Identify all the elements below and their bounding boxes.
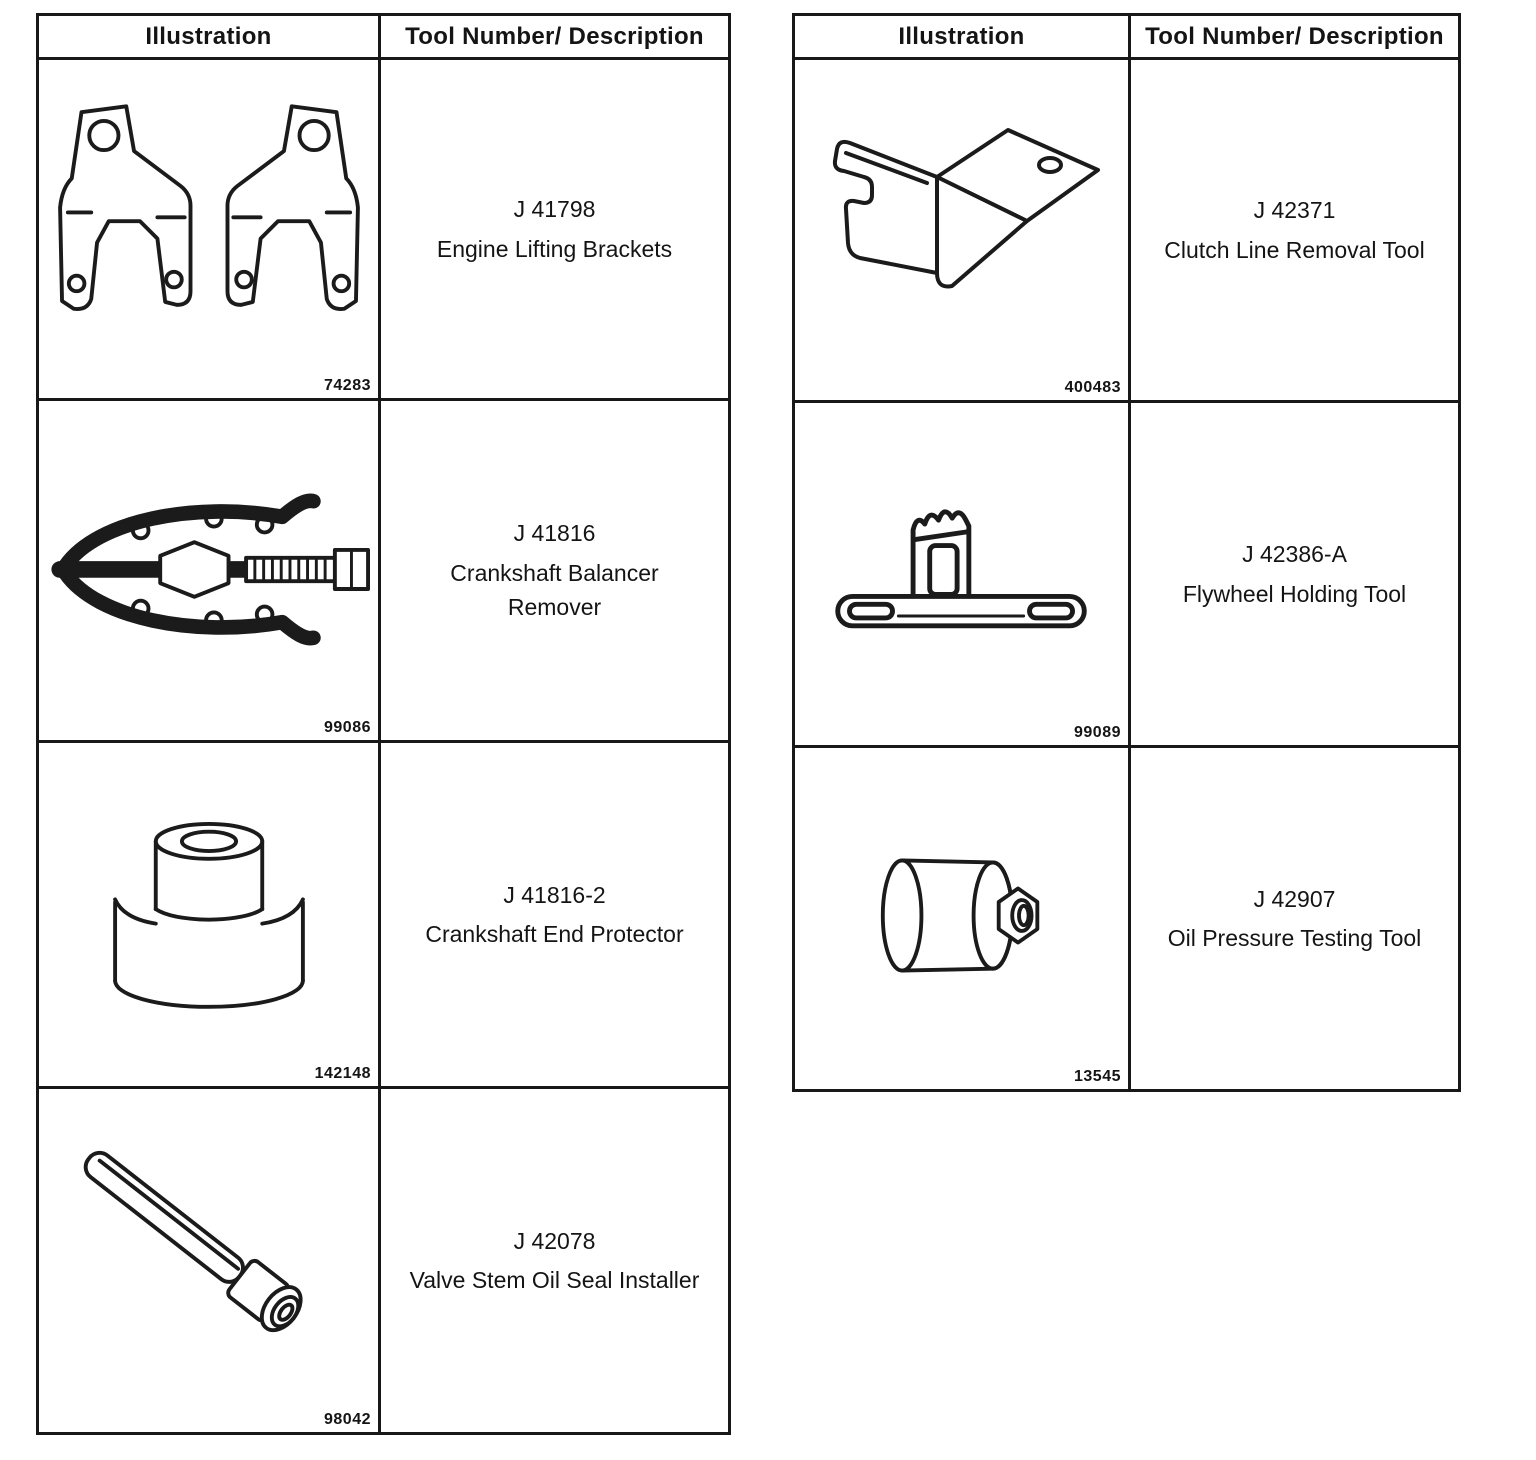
tool-number: J 42371 xyxy=(1253,197,1336,223)
tool-number: J 42907 xyxy=(1253,885,1336,912)
tool-description: Engine Lifting Brackets xyxy=(436,235,673,262)
oil-pressure-testing-tool-illustration xyxy=(846,817,1078,1015)
tool-description: Clutch Line Removal Tool xyxy=(1164,236,1425,263)
illustration-cell xyxy=(38,400,380,742)
table-row xyxy=(794,402,1460,747)
tool-description: Crankshaft End Protector xyxy=(425,921,684,947)
figure-number: 98042 xyxy=(324,1411,371,1428)
tool-cell xyxy=(380,1088,730,1434)
figure-number: 99086 xyxy=(324,719,371,736)
table-row xyxy=(38,742,730,1088)
illustration-cell xyxy=(38,59,380,400)
tool-cell xyxy=(380,742,730,1088)
illustration-cell xyxy=(794,402,1130,747)
engine-lifting-brackets-illustration xyxy=(48,81,370,373)
column-header-tool-number-description: Tool Number/ Description xyxy=(1130,15,1460,59)
header-row xyxy=(794,15,1460,59)
illustration-cell xyxy=(794,59,1130,402)
tool-number: J 42078 xyxy=(513,1227,596,1254)
table-row xyxy=(38,1088,730,1434)
tool-cell xyxy=(1130,59,1460,402)
crankshaft-end-protector-illustration xyxy=(83,791,335,1033)
table-row xyxy=(38,59,730,400)
tool-cell xyxy=(380,59,730,400)
illustration-cell xyxy=(38,742,380,1088)
tool-cell xyxy=(1130,402,1460,747)
figure-number: 74283 xyxy=(324,377,371,394)
tool-number: J 41816 xyxy=(513,520,596,547)
clutch-line-removal-tool-illustration xyxy=(812,113,1112,343)
figure-number: 13545 xyxy=(1074,1068,1121,1085)
tool-number: J 41798 xyxy=(513,196,596,222)
column-header-illustration: Illustration xyxy=(38,15,380,59)
tool-cell xyxy=(380,400,730,742)
tool-number: J 41816-2 xyxy=(503,881,606,908)
tool-description: Oil Pressure Testing Tool xyxy=(1167,925,1422,951)
special-tools-table-left xyxy=(36,13,731,1435)
crankshaft-balancer-remover-illustration xyxy=(48,456,370,681)
table-row xyxy=(794,747,1460,1091)
column-header-tool-number-description: Tool Number/ Description xyxy=(380,15,730,59)
tool-number: J 42386-A xyxy=(1242,541,1347,567)
special-tools-table-right xyxy=(792,13,1461,1092)
tool-description: Crankshaft Balancer Remover xyxy=(450,559,659,621)
tool-description: Valve Stem Oil Seal Installer xyxy=(409,1267,700,1293)
header-row xyxy=(38,15,730,59)
figure-number: 142148 xyxy=(314,1065,371,1082)
tool-description: Flywheel Holding Tool xyxy=(1182,580,1407,607)
illustration-cell xyxy=(38,1088,380,1434)
tool-cell xyxy=(1130,747,1460,1091)
figure-number: 400483 xyxy=(1064,379,1121,396)
column-header-illustration: Illustration xyxy=(794,15,1130,59)
valve-stem-oil-seal-installer-illustration xyxy=(48,1131,370,1385)
illustration-cell xyxy=(794,747,1130,1091)
table-row xyxy=(38,400,730,742)
flywheel-holding-tool-illustration xyxy=(820,481,1104,662)
figure-number: 99089 xyxy=(1074,724,1121,741)
table-row xyxy=(794,59,1460,402)
